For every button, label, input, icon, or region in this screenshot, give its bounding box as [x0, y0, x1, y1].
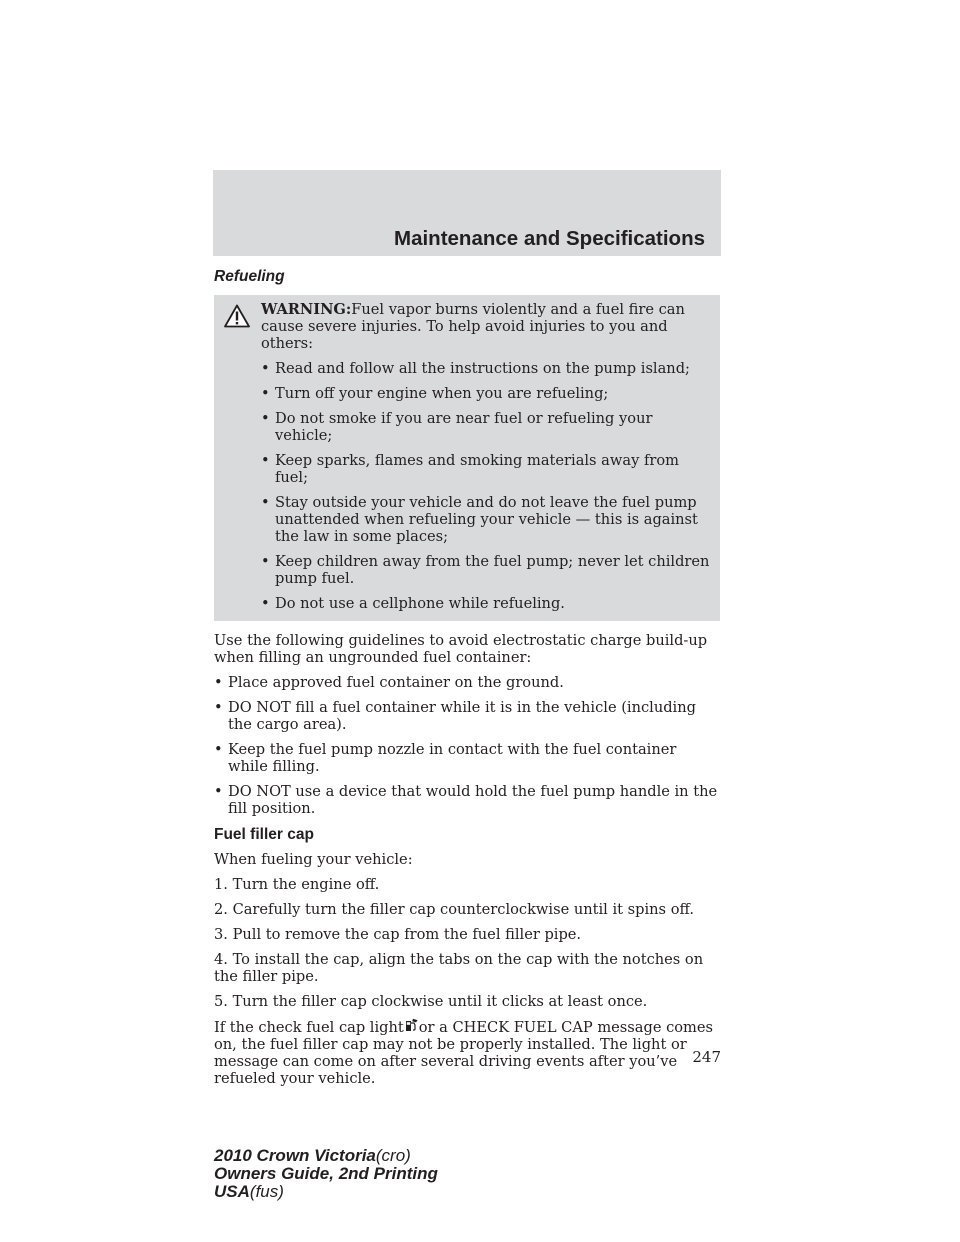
list-item: • Do not use a cellphone while refueling.	[261, 595, 565, 612]
warning-triangle-icon	[224, 304, 250, 328]
list-item: • Do not smoke if you are near fuel or refueling your vehicle;	[261, 410, 653, 444]
bullet-icon: •	[214, 741, 223, 758]
step-item: 4. To install the cap, align the tabs on the cap with the notches on the filler pipe.	[214, 951, 704, 985]
list-item: • Turn off your engine when you are refueling;	[261, 385, 609, 402]
footer-line-1: 2010 Crown Victoria(cro)	[214, 1146, 411, 1165]
step-item: 5. Turn the filler cap clockwise until it clicks at least once.	[214, 993, 648, 1010]
bullet-icon: •	[261, 494, 270, 511]
list-item: • Keep children away from the fuel pump; never let children pump fuel.	[261, 553, 710, 587]
list-item: • DO NOT fill a fuel container while it is in the vehicle (including the cargo area).	[214, 699, 696, 733]
guidelines-list	[214, 674, 720, 817]
page-number: 247	[692, 1048, 721, 1066]
list-item: • Keep sparks, flames and smoking materials away from fuel;	[261, 452, 679, 486]
refueling-heading: Refueling	[214, 268, 285, 285]
list-item: • Keep the fuel pump nozzle in contact with the fuel container while filling.	[214, 741, 677, 775]
warning-text	[261, 301, 714, 352]
fuel-cap-intro: When fueling your vehicle:	[214, 851, 413, 868]
bullet-icon: •	[261, 553, 270, 570]
bullet-icon: •	[214, 674, 223, 691]
guidelines-intro: Use the following guidelines to avoid electrostatic charge build-up when filling an ungrounded fuel container:	[214, 632, 708, 666]
section-header-band	[213, 170, 721, 256]
footer	[214, 1147, 438, 1201]
step-item: 1. Turn the engine off.	[214, 876, 380, 893]
bullet-icon: •	[214, 699, 223, 716]
bullet-icon: •	[261, 360, 270, 377]
fuel-filler-cap-heading: Fuel filler cap	[214, 826, 314, 843]
footer-line-2: Owners Guide, 2nd Printing	[214, 1164, 438, 1183]
list-item: • DO NOT use a device that would hold the fuel pump handle in the fill position.	[214, 783, 718, 817]
bullet-icon: •	[261, 452, 270, 469]
page-content	[214, 267, 720, 1095]
footer-line-3: USA(fus)	[214, 1182, 284, 1201]
bullet-icon: •	[261, 595, 270, 612]
warning-bullets	[261, 360, 714, 612]
bullet-icon: •	[261, 410, 270, 427]
warning-box	[214, 295, 720, 621]
list-item: • Read and follow all the instructions on the pump island;	[261, 360, 690, 377]
check-fuel-cap-icon	[405, 1018, 418, 1033]
list-item: • Stay outside your vehicle and do not leave the fuel pump unattended when refueling your vehicle — this is against the law in some places;	[261, 494, 698, 545]
warning-body: Fuel vapor burns violently and a fuel fire can cause severe injuries. To help avoid injuries to you and others:	[261, 301, 685, 352]
list-item: • Place approved fuel container on the ground.	[214, 674, 564, 691]
section-title: Maintenance and Specifications	[394, 227, 705, 250]
bullet-icon: •	[261, 385, 270, 402]
fuel-cap-note: If the check fuel cap light or a CHECK FUEL CAP message comes on, the fuel filler cap may not be properly installed. The light or message can come on after several driving events after you’ve refueled your vehicle.	[214, 1019, 714, 1087]
step-item: 2. Carefully turn the filler cap counterclockwise until it spins off.	[214, 901, 694, 918]
warning-label: WARNING:	[261, 301, 352, 318]
bullet-icon: •	[214, 783, 223, 800]
step-item: 3. Pull to remove the cap from the fuel filler pipe.	[214, 926, 582, 943]
